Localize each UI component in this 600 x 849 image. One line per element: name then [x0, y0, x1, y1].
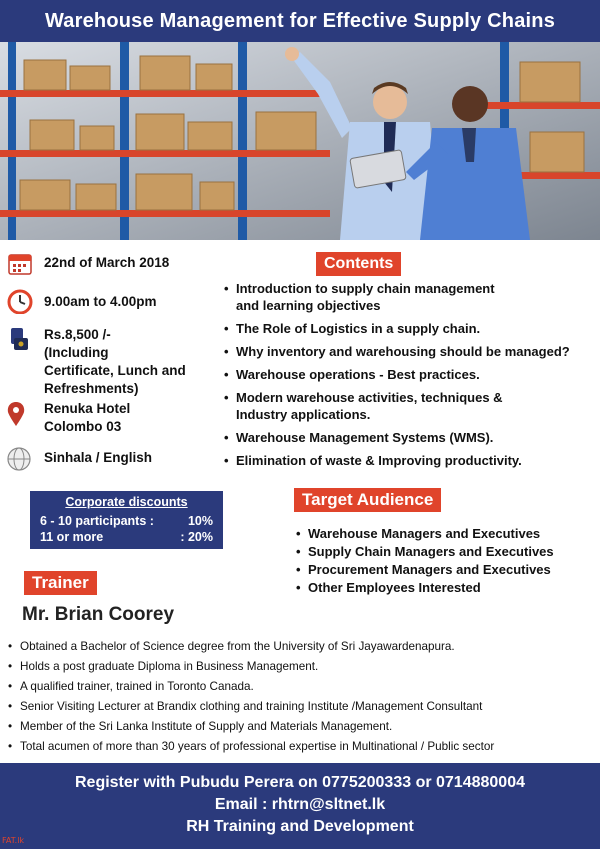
audience-list [296, 525, 596, 597]
register-contact: Register with Pubudu Perera on 0775200333 or 0714880004 [74, 774, 525, 791]
list-item: • Why inventory and warehousing should be managed? [224, 343, 600, 360]
clock-icon [6, 288, 34, 314]
contents-label: Contents [316, 252, 401, 276]
organization-name: RH Training and Development [186, 818, 414, 835]
date-row [6, 250, 169, 276]
discount-row [40, 529, 213, 545]
page-title: Warehouse Management for Effective Supply Chains [44, 10, 556, 32]
target-audience-label: Target Audience [294, 488, 441, 512]
list-item: • Warehouse operations - Best practices. [224, 366, 600, 383]
event-date: 22nd of March 2018 [44, 255, 170, 270]
venue-city: Colombo 03 [44, 419, 122, 434]
event-time: 9.00am to 4.00pm [44, 294, 157, 309]
list-item: • Total acumen of more than 30 years of professional expertise in Multinational / Public sector [8, 737, 600, 757]
fee-including: (Including [44, 345, 109, 360]
warehouse-illustration [0, 42, 600, 240]
list-item: • Introduction to supply chain management and learning objectives [224, 280, 600, 314]
fee-row [6, 326, 186, 398]
event-venue [44, 400, 130, 436]
discount-row [40, 513, 213, 529]
trainer-name: Mr. Brian Coorey [22, 604, 175, 625]
list-item: • Procurement Managers and Executives [296, 561, 596, 579]
fee-refreshments: Refreshments) [44, 381, 139, 396]
money-icon [6, 326, 34, 352]
list-item: • Senior Visiting Lecturer at Brandix clothing and training Institute /Management Consultant [8, 697, 600, 717]
venue-row [6, 400, 130, 436]
contact-email: Email : rhtrn@sltnet.lk [214, 796, 386, 813]
list-item: • Elimination of waste & Improving productivity. [224, 452, 600, 469]
footer [0, 763, 600, 849]
corporate-discounts-box [30, 491, 223, 549]
discount-title: Corporate discounts [65, 495, 188, 509]
contents-list [224, 280, 600, 475]
list-item: • Warehouse Managers and Executives [296, 525, 596, 543]
event-fee [44, 326, 186, 398]
list-item: • Holds a post graduate Diploma in Business Management. [8, 657, 600, 677]
venue-name: Renuka Hotel [44, 401, 131, 416]
event-language: Sinhala / English [44, 450, 153, 465]
discount-rate: : 20% [180, 530, 213, 544]
location-pin-icon [6, 400, 34, 426]
globe-icon [6, 446, 34, 472]
hero-photo [0, 42, 600, 240]
list-item: • Obtained a Bachelor of Science degree from the University of Sri Jayawardenapura. [8, 637, 600, 657]
fee-amount: Rs.8,500 /- [44, 327, 111, 342]
list-item: • Other Employees Interested [296, 579, 596, 597]
trainer-label: Trainer [24, 571, 97, 595]
list-item: • Member of the Sri Lanka Institute of Supply and Materials Management. [8, 717, 600, 737]
watermark: FAT.lk [2, 836, 25, 845]
time-row [6, 288, 157, 314]
list-item: • A qualified trainer, trained in Toronto Canada. [8, 677, 600, 697]
list-item: • The Role of Logistics in a supply chain. [224, 320, 600, 337]
list-item: • Supply Chain Managers and Executives [296, 543, 596, 561]
fee-items: Certificate, Lunch and [44, 363, 186, 378]
trainer-bio-list [8, 637, 600, 757]
list-item: • Warehouse Management Systems (WMS). [224, 429, 600, 446]
list-item: • Modern warehouse activities, techniques & Industry applications. [224, 389, 600, 423]
discount-rate: 10% [187, 514, 213, 528]
title-bar [0, 0, 600, 42]
calendar-icon [6, 250, 34, 276]
discount-range: 11 or more [40, 530, 104, 544]
discount-range: 6 - 10 participants : [40, 514, 154, 528]
language-row [6, 446, 152, 472]
